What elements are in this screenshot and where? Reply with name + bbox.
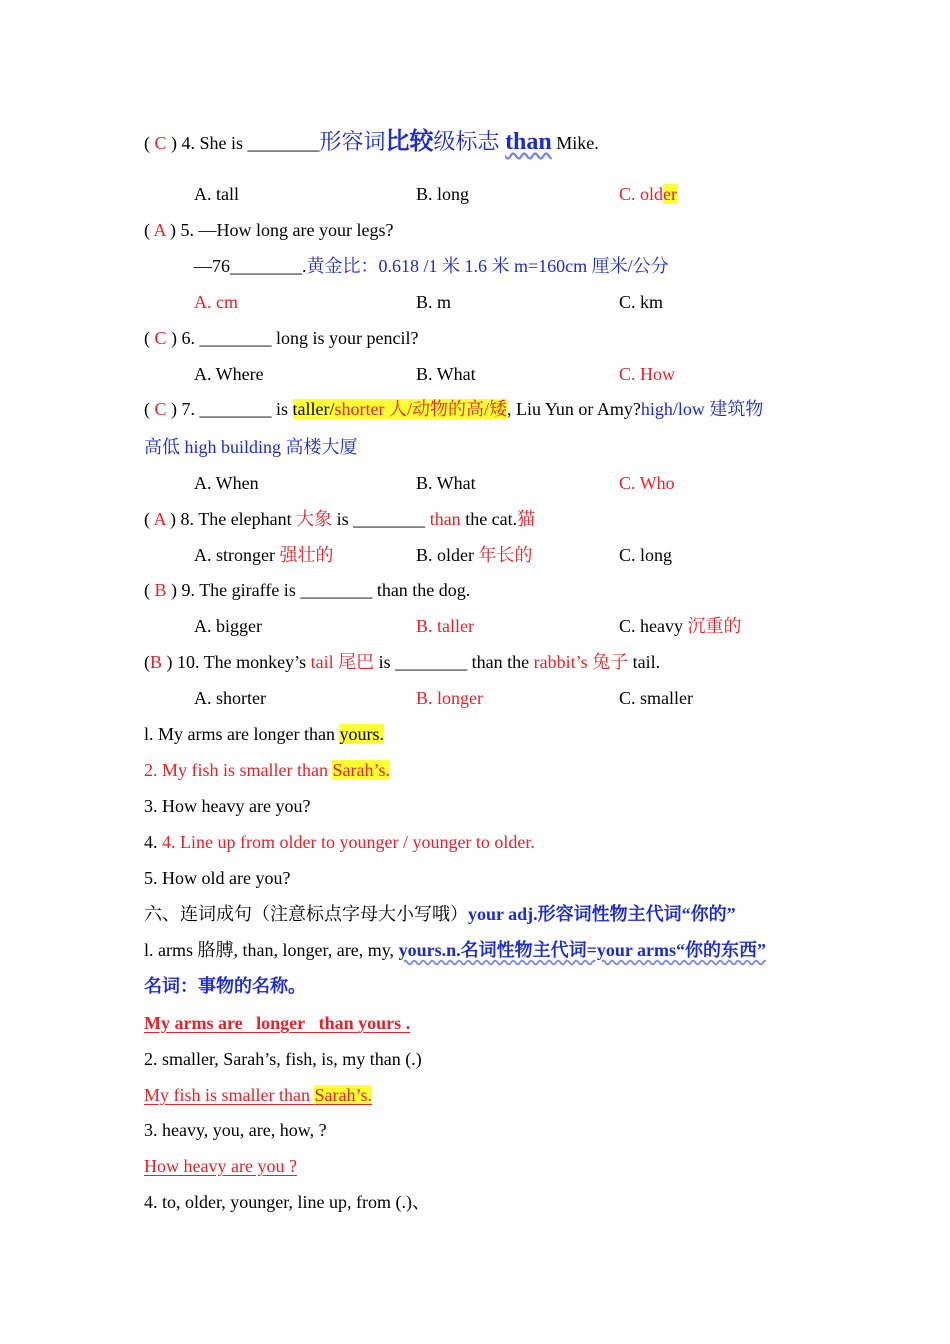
annotation: 比较 — [385, 129, 434, 155]
question-6: ( C ) 6. ________ long is your pencil? — [144, 328, 419, 348]
answer-letter: A — [153, 509, 166, 529]
option-a: A. shorter — [194, 688, 266, 708]
option-b: B. m — [416, 292, 452, 312]
answer-2: 2. My fish is smaller than Sarah’s. — [144, 760, 390, 780]
annotation: 黄金比：0.618 /1 米 1.6 米 m=160cm 厘米/公分 — [306, 256, 669, 276]
option-b: B. longer — [416, 688, 483, 708]
sentence-3-answer: How heavy are you ? — [144, 1156, 297, 1176]
option-a: A. bigger — [194, 616, 262, 636]
question-5-line2: —76________.黄金比：0.618 /1 米 1.6 米 m=160cm 厘米/公分 — [194, 256, 669, 276]
answer-1: l. My arms are longer than yours. — [144, 724, 384, 744]
answer-4: 4. 4. Line up from older to younger / younger to older. — [144, 832, 535, 852]
option-a: A. cm — [194, 292, 238, 312]
answer-letter: C — [154, 399, 167, 419]
noun-definition: 名词：事物的名称。 — [144, 976, 306, 996]
answer-letter: C — [154, 133, 167, 153]
question-4: ( C ) 4. She is ________形容词比较级标志 than Mike. — [144, 129, 599, 155]
sentence-2-answer: My fish is smaller than Sarah’s. — [144, 1085, 372, 1105]
question-8: ( A ) 8. The elephant 大象 is ________ than the cat.猫 — [144, 509, 536, 529]
option-c: C. long — [619, 545, 673, 565]
option-b: B. long — [416, 184, 470, 204]
answer-5: 5. How old are you? — [144, 868, 291, 888]
option-c: C. km — [619, 292, 664, 312]
option-a: A. tall — [194, 184, 239, 204]
question-9: ( B ) 9. The giraffe is ________ than the dog. — [144, 580, 471, 600]
option-b: B. What — [416, 473, 476, 493]
answer-3: 3. How heavy are you? — [144, 796, 311, 816]
option-a: A. stronger 强壮的 — [194, 545, 334, 565]
sentence-1: l. arms 胳膊, than, longer, are, my, yours.n.名词性物主代词=your arms“你的东西” — [144, 940, 766, 960]
option-a: A. When — [194, 473, 259, 493]
annotation: than — [505, 129, 552, 155]
option-b: B. taller — [416, 616, 474, 636]
sentence-4: 4. to, older, younger, line up, from (.)、 — [144, 1192, 430, 1212]
annotation: 形容词 — [319, 129, 386, 154]
option-a: A. Where — [194, 364, 264, 384]
sentence-2: 2. smaller, Sarah’s, fish, is, my than (.) — [144, 1049, 422, 1069]
option-c: C. older — [619, 184, 677, 204]
annotation: yours.n.名词性物主代词=your arms“你的东西” — [398, 940, 766, 960]
annotation: your adj.形容词性物主代词“你的” — [468, 904, 736, 924]
option-c: C. Who — [619, 473, 675, 493]
answer-letter: A — [153, 220, 166, 240]
annotation-line: 高低 high building 高楼大厦 — [144, 437, 358, 457]
answer-letter: B — [150, 652, 163, 672]
option-b: B. What — [416, 364, 476, 384]
question-10: (B ) 10. The monkey’s tail 尾巴 is ________ than the rabbit’s 兔子 tail. — [144, 652, 661, 672]
sentence-1-answer: My arms are longer than yours . — [144, 1013, 411, 1033]
question-7: ( C ) 7. ________ is taller/shorter 人/动物的高/矮, Liu Yun or Amy?high/low 建筑物 — [144, 399, 764, 419]
option-c: C. smaller — [619, 688, 693, 708]
option-c: C. heavy 沉重的 — [619, 616, 742, 636]
sentence-3: 3. heavy, you, are, how, ? — [144, 1120, 327, 1140]
option-b: B. older 年长的 — [416, 545, 533, 565]
section-heading: 六、连词成句（注意标点字母大小写哦）your adj.形容词性物主代词“你的” — [144, 904, 736, 924]
annotation: high/low 建筑物 — [640, 399, 764, 419]
answer-letter: B — [154, 580, 167, 600]
answer-letter: C — [154, 328, 167, 348]
option-c: C. How — [619, 364, 676, 384]
question-5: ( A ) 5. —How long are your legs? — [144, 220, 394, 240]
annotation: 级标志 — [433, 129, 506, 154]
